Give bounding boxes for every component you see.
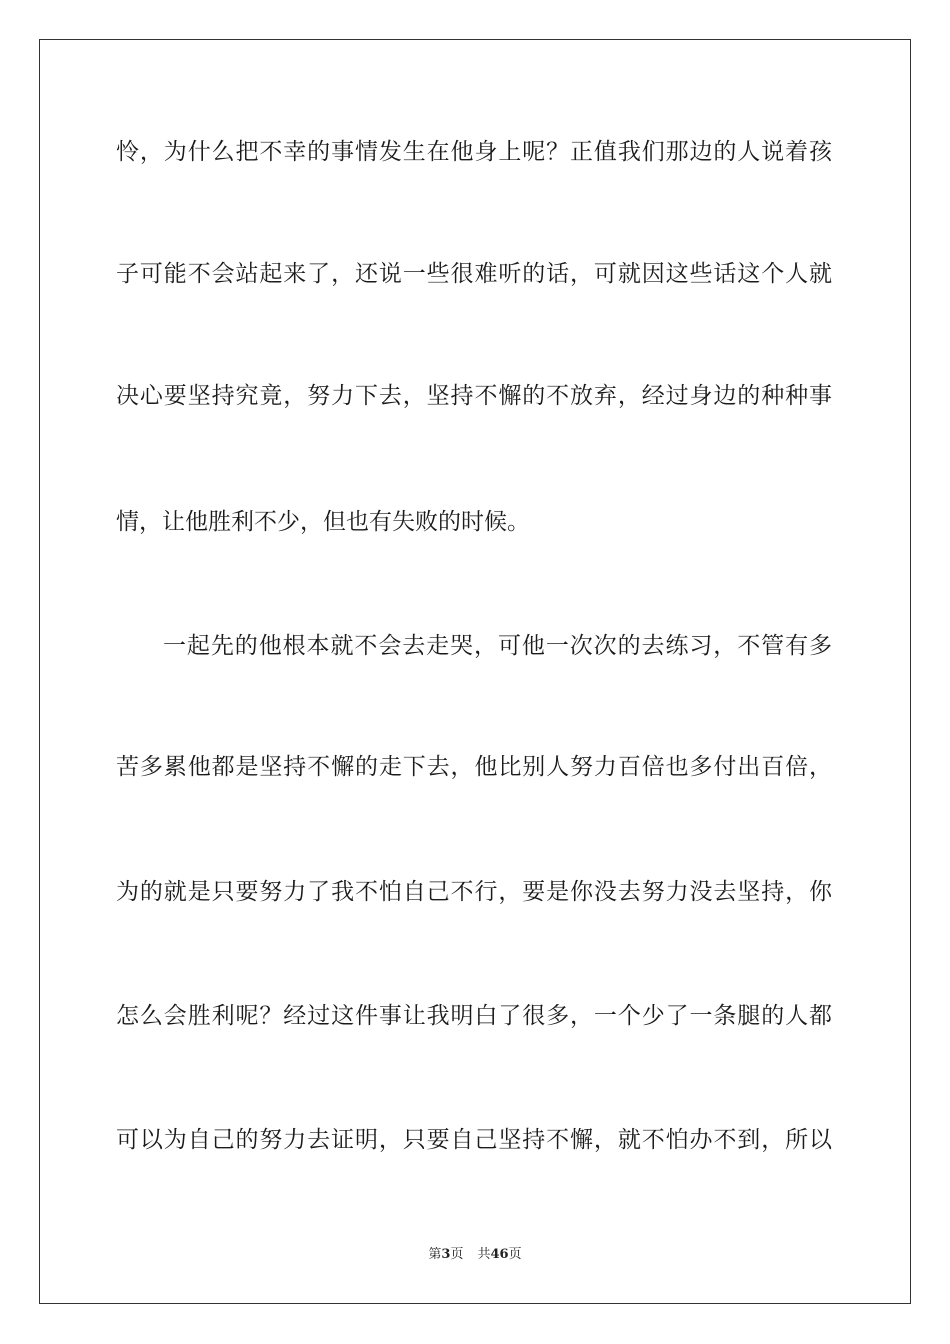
paragraph-line-8: 怎么会胜利呢？经过这件事让我明白了很多，一个少了一条腿的人都 [116,1003,832,1029]
page-border [39,39,911,1304]
footer-page-total: 46 [490,1247,509,1262]
paragraph-line-1: 怜，为什么把不幸的事情发生在他身上呢？正值我们那边的人说着孩 [116,139,832,165]
footer-total-suffix: 页 [508,1247,522,1262]
paragraph-line-7: 为的就是只要努力了我不怕自己不行，要是你没去努力没去坚持，你 [116,879,832,905]
footer-page-prefix: 第 [428,1247,442,1262]
paragraph-line-5: 一起先的他根本就不会去走哭，可他一次次的去练习，不管有多 [163,633,832,659]
footer-page-current: 3 [441,1247,451,1262]
footer-total-prefix: 共 [477,1247,491,1262]
paragraph-line-9: 可以为自己的努力去证明，只要自己坚持不懈，就不怕办不到，所以 [116,1127,832,1153]
paragraph-line-3: 决心要坚持究竟，努力下去，坚持不懈的不放弃，经过身边的种种事 [116,383,832,409]
footer-page-suffix: 页 [450,1247,464,1262]
paragraph-line-2: 子可能不会站起来了，还说一些很难听的话，可就因这些话这个人就 [116,261,832,287]
paragraph-line-4: 情，让他胜利不少，但也有失败的时候。 [116,509,530,535]
paragraph-line-6: 苦多累他都是坚持不懈的走下去，他比别人努力百倍也多付出百倍， [116,754,832,780]
page-footer [0,1246,950,1264]
